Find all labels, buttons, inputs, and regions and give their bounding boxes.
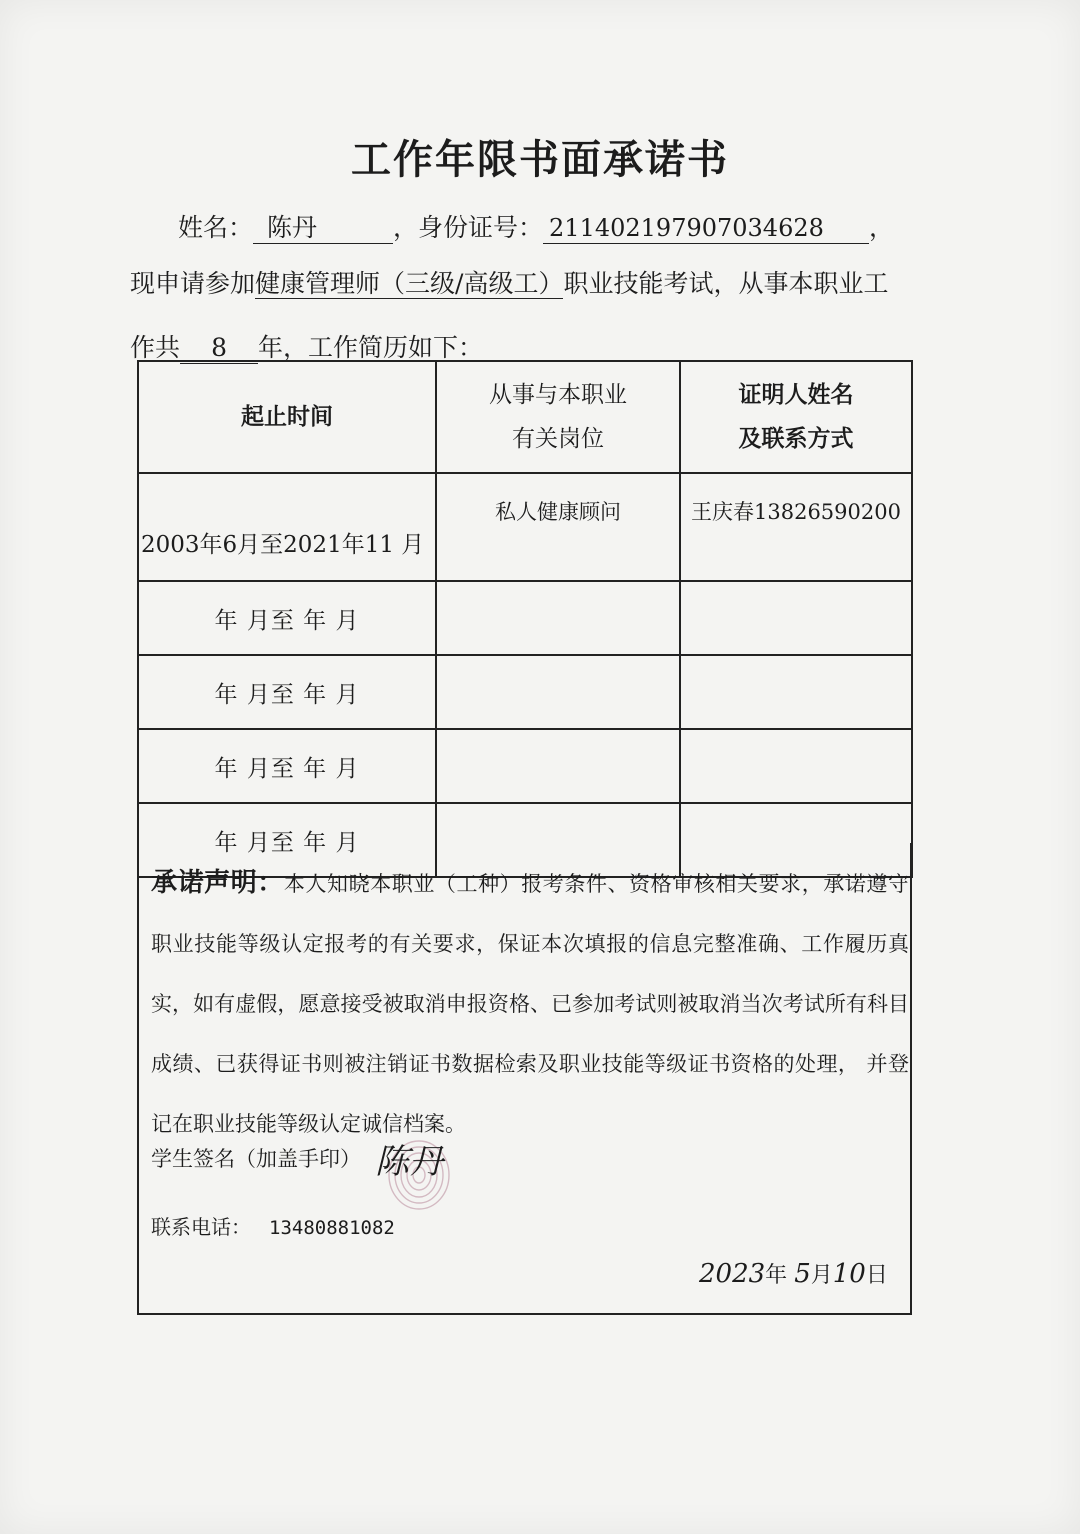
document-title: 工作年限书面承诺书 [351,137,729,183]
header-witness [680,361,912,473]
id-label: ，身份证号： [393,213,544,242]
name-label: 姓名： [178,213,254,242]
declaration-heading: 承诺声明： [151,868,284,898]
apply-line [130,264,888,300]
date-day-char: 日 [865,1263,888,1288]
phone-value: 13480881082 [269,1217,395,1239]
row-position: 私人健康顾问 [436,473,680,581]
table-row [138,581,912,655]
row-position [436,655,680,729]
signature-with-fingerprint [371,1123,461,1213]
name-value: 陈丹 [253,213,393,244]
apply-prefix: 现申请参加 [130,269,256,298]
phone-row [151,1211,395,1240]
name-id-line [178,208,894,244]
row-witness [680,655,912,729]
years-value: 8 [180,333,258,364]
years-prefix: 作共 [130,333,181,362]
date-month-char: 月 [810,1263,833,1288]
row-witness [680,729,912,803]
header-position-line2: 有关岗位 [512,426,604,452]
years-suffix: 年，工作简历如下： [258,333,484,362]
years-line [130,328,483,364]
signature-handwriting: 陈丹 [375,1142,443,1182]
table-row [138,655,912,729]
row-position [436,581,680,655]
date-day: 10 [832,1259,866,1289]
id-suffix: ， [869,213,895,242]
row-witness [680,581,912,655]
declaration-body: 本人知晓本职业（工种）报考条件、资格审核相关要求，承诺遵守职业技能等级认定报考的有关要求，保证本次填报的信息完整准确、工作履历真实，如有虚假，愿意接受被取消申报资格、已参加考试则被取消当次考试所有科目成绩、已获得证书则被注销证书数据检索及职业技能等级证书资格的处理， 并登记在职业技能等级认定诚信档案。 [151,872,909,1136]
header-period: 起止时间 [138,361,436,473]
header-position [436,361,680,473]
id-number-value: 211402197907034628 [543,214,869,244]
work-history-table [137,360,913,878]
header-witness-line1: 证明人姓名 [738,382,854,408]
exam-name: 健康管理师（三级/高级工） [255,269,564,298]
fingerprint-icon [371,1123,461,1213]
declaration-box [137,843,912,1315]
row-period: 年 月至 年 月 [138,803,436,877]
table-header-row [138,361,912,473]
table-row [138,473,912,581]
row-period: 年 月至 年 月 [138,655,436,729]
table-row [138,729,912,803]
phone-label: 联系电话： [151,1215,251,1239]
row-period: 年 月至 年 月 [138,581,436,655]
apply-suffix: 职业技能考试，从事本职业工 [563,269,889,298]
header-witness-line2: 及联系方式 [738,426,854,452]
row-period: 年 月至 年 月 [138,729,436,803]
date-year-char: 年 [765,1263,788,1288]
header-position-line1: 从事与本职业 [489,382,627,408]
declaration-text [151,853,909,1154]
sign-date [699,1258,888,1289]
row-witness: 王庆春13826590200 [680,473,912,581]
row-period: 2003年6月至2021年11 月 [138,473,436,581]
signature-label: 学生签名（加盖手印） [151,1147,361,1171]
row-position [436,729,680,803]
date-year: 2023 [699,1259,766,1289]
date-month: 5 [794,1259,811,1289]
